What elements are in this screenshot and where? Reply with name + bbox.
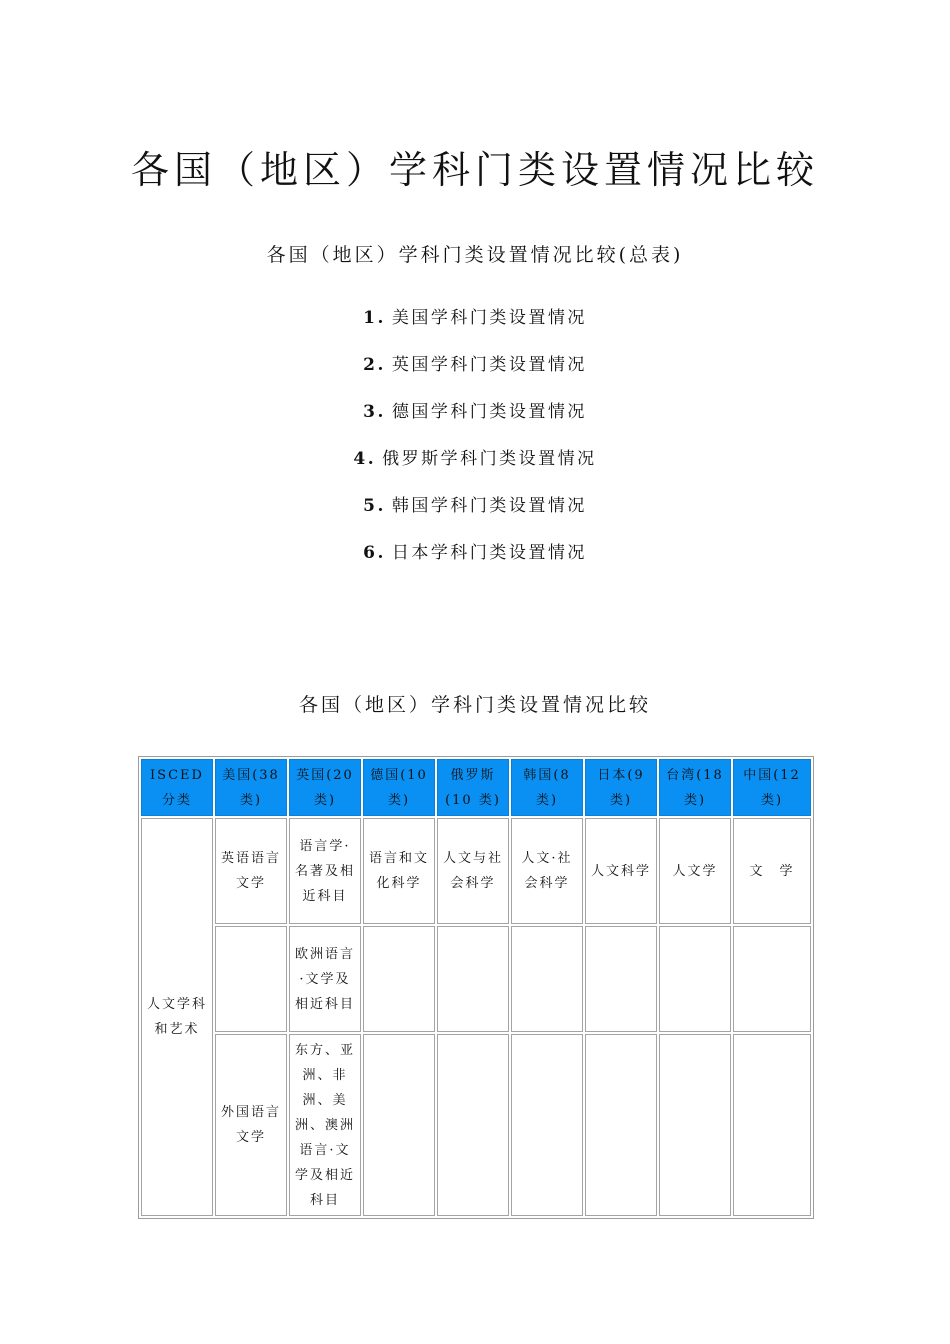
page-title: 各国（地区）学科门类设置情况比较: [130, 148, 819, 192]
toc-number: 5.: [363, 496, 386, 516]
toc-label: 日本学科门类设置情况: [391, 543, 587, 563]
toc-item[interactable]: [0, 490, 950, 537]
header-cell: 台湾(18 类): [659, 759, 731, 816]
header-cell: ISCED 分类: [141, 759, 213, 816]
toc-label: 俄罗斯学科门类设置情况: [382, 449, 597, 469]
group-cell: 人文学科和艺术: [141, 818, 213, 1216]
table-cell: 人文学: [659, 818, 731, 924]
table-cell: [215, 926, 287, 1032]
table-cell: [511, 1034, 583, 1216]
toc-label: 英国学科门类设置情况: [391, 355, 587, 375]
table-cell: [659, 1034, 731, 1216]
toc-item[interactable]: [0, 537, 950, 584]
toc-number: 1.: [363, 308, 386, 328]
toc-label: 德国学科门类设置情况: [391, 402, 587, 422]
comparison-table: [138, 756, 814, 1219]
table-row: [141, 926, 811, 1032]
toc-number: 2.: [363, 355, 386, 375]
toc-number: 6.: [363, 543, 386, 563]
toc-label: 美国学科门类设置情况: [391, 308, 587, 328]
table-cell: [585, 1034, 657, 1216]
toc-item[interactable]: [0, 396, 950, 443]
header-cell: 美国(38 类): [215, 759, 287, 816]
table-cell: [733, 1034, 811, 1216]
header-cell: 韩国(8 类): [511, 759, 583, 816]
section-title: 各国（地区）学科门类设置情况比较: [298, 694, 651, 716]
header-cell: 英国(20 类): [289, 759, 361, 816]
header-cell: 日本(9 类): [585, 759, 657, 816]
table-cell: [585, 926, 657, 1032]
table-cell: 语言和文化科学: [363, 818, 435, 924]
table-cell: [659, 926, 731, 1032]
toc-item[interactable]: [0, 302, 950, 349]
header-cell: 俄罗斯 (10 类): [437, 759, 509, 816]
table-cell: [437, 926, 509, 1032]
table-of-contents: [0, 302, 950, 584]
table-cell: 东方、亚洲、非洲、美洲、澳洲语言·文学及相近科目: [289, 1034, 361, 1216]
toc-label: 韩国学科门类设置情况: [391, 496, 587, 516]
header-cell: 德国(10 类): [363, 759, 435, 816]
toc-number: 4.: [353, 449, 377, 469]
summary-table-link[interactable]: 各国（地区）学科门类设置情况比较(总表): [266, 244, 684, 266]
table-cell: 外国语言文学: [215, 1034, 287, 1216]
header-cell: 中国(12 类): [733, 759, 811, 816]
table-cell: [733, 926, 811, 1032]
table-cell: 文 学: [733, 818, 811, 924]
table-cell: 欧洲语言·文学及相近科目: [289, 926, 361, 1032]
table-cell: 人文科学: [585, 818, 657, 924]
table-cell: [511, 926, 583, 1032]
table-cell: [363, 926, 435, 1032]
toc-item[interactable]: [0, 349, 950, 396]
table-row: [141, 818, 811, 924]
table-cell: [363, 1034, 435, 1216]
table-row: [141, 1034, 811, 1216]
table-cell: 人文·社会科学: [511, 818, 583, 924]
table-cell: [437, 1034, 509, 1216]
toc-number: 3.: [363, 402, 386, 422]
table-cell: 英语语言文学: [215, 818, 287, 924]
toc-item[interactable]: [0, 443, 950, 490]
table-cell: 人文与社会科学: [437, 818, 509, 924]
table-header-row: [141, 759, 811, 816]
table-cell: 语言学·名著及相近科目: [289, 818, 361, 924]
